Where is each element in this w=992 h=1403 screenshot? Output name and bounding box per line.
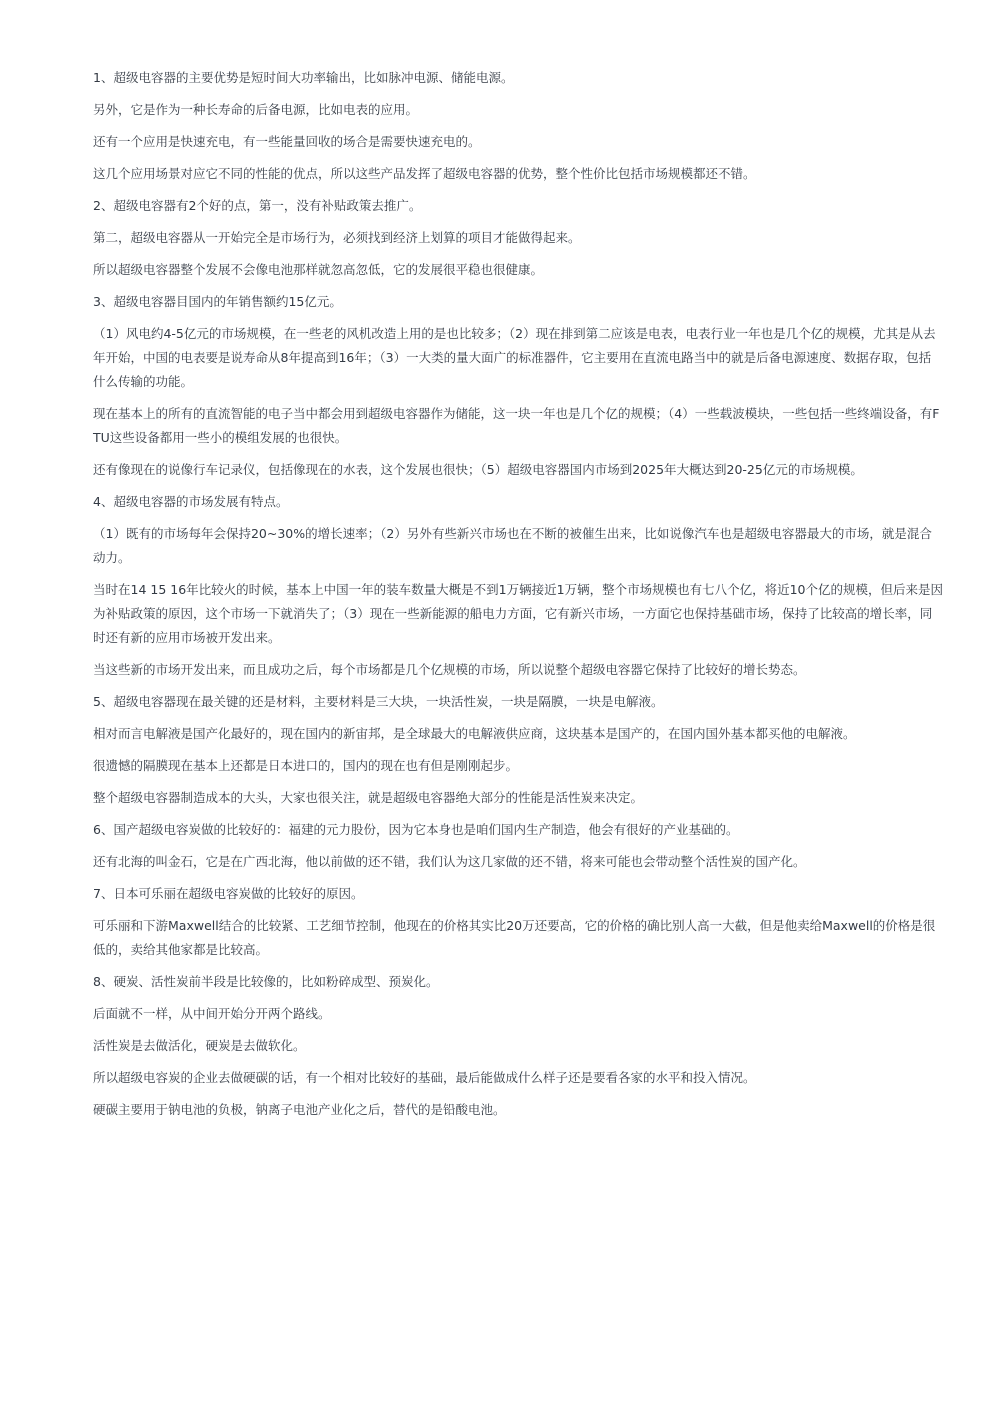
- paragraph-11: 还有像现在的说像行车记录仪，包括像现在的水表，这个发展也很快；（5）超级电容器国内市场到2025年大概达到20-25亿元的市场规模。: [93, 462, 863, 477]
- paragraph-19: 整个超级电容器制造成本的大头，大家也很关注，就是超级电容器绝大部分的性能是活性炭来决定。: [93, 790, 644, 805]
- paragraph-2: 另外，它是作为一种长寿命的后备电源，比如电表的应用。: [93, 102, 419, 117]
- paragraph-12: 4、超级电容器的市场发展有特点。: [93, 494, 289, 509]
- paragraph-28: 硬碳主要用于钠电池的负极，钠离子电池产业化之后，替代的是铅酸电池。: [93, 1102, 506, 1117]
- paragraph-24: 8、硬炭、活性炭前半段是比较像的，比如粉碎成型、预炭化。: [93, 974, 439, 989]
- paragraph-15: 当这些新的市场开发出来，而且成功之后，每个市场都是几个亿规模的市场，所以说整个超级电容器它保持了比较好的增长势态。: [93, 662, 806, 677]
- paragraph-6: 第二，超级电容器从一开始完全是市场行为，必须找到经济上划算的项目才能做得起来。: [93, 230, 581, 245]
- paragraph-3: 还有一个应用是快速充电，有一些能量回收的场合是需要快速充电的。: [93, 134, 481, 149]
- paragraph-18: 很遗憾的隔膜现在基本上还都是日本进口的，国内的现在也有但是刚刚起步。: [93, 758, 519, 773]
- paragraph-13: （1）既有的市场每年会保持20~30%的增长速率；（2）另外有些新兴市场也在不断的被催生出来，比如说像汽车也是超级电容器最大的市场，就是混合动力。: [93, 526, 932, 565]
- paragraph-14: 当时在14 15 16年比较火的时候，基本上中国一年的装车数量大概是不到1万辆接近1万辆，整个市场规模也有七八个亿，将近10个亿的规模，但后来是因为补贴政策的原因，这个市场一下就消失了；（3）现在一些新能源的船电力方面，它有新兴市场，一方面它也保持基础市场，保持了比较高的增长率，同时还有新的应用市场被开发出来。: [93, 582, 943, 645]
- paragraph-21: 还有北海的叫金石，它是在广西北海，他以前做的还不错，我们认为这几家做的还不错，将来可能也会带动整个活性炭的国产化。: [93, 854, 806, 869]
- paragraph-5: 2、超级电容器有2个好的点，第一，没有补贴政策去推广。: [93, 198, 422, 213]
- paragraph-9: （1）风电约4-5亿元的市场规模，在一些老的风机改造上用的是也比较多；（2）现在排到第二应该是电表，电表行业一年也是几个亿的规模，尤其是从去年开始，中国的电表要是说寿命从8年提高到16年；（3）一大类的量大面广的标准器件，它主要用在直流电路当中的就是后备电源速度、数据存取，包括什么传输的功能。: [93, 326, 936, 389]
- paragraph-4: 这几个应用场景对应它不同的性能的优点，所以这些产品发挥了超级电容器的优势，整个性价比包括市场规模都还不错。: [93, 166, 756, 181]
- paragraph-23: 可乐丽和下游Maxwell结合的比较紧、工艺细节控制，他现在的价格其实比20万还要高，它的价格的确比别人高一大截，但是他卖给Maxwell的价格是很低的，卖给其他家都是比较高。: [93, 918, 936, 957]
- paragraph-20: 6、国产超级电容炭做的比较好的：福建的元力股份，因为它本身也是咱们国内生产制造，他会有很好的产业基础的。: [93, 822, 739, 837]
- paragraph-17: 相对而言电解液是国产化最好的，现在国内的新宙邦，是全球最大的电解液供应商，这块基本是国产的，在国内国外基本都买他的电解液。: [93, 726, 856, 741]
- paragraph-7: 所以超级电容器整个发展不会像电池那样就忽高忽低，它的发展很平稳也很健康。: [93, 262, 544, 277]
- paragraph-16: 5、超级电容器现在最关键的还是材料，主要材料是三大块，一块活性炭，一块是隔膜，一块是电解液。: [93, 694, 664, 709]
- paragraph-26: 活性炭是去做活化，硬炭是去做软化。: [93, 1038, 306, 1053]
- paragraph-22: 7、日本可乐丽在超级电容炭做的比较好的原因。: [93, 886, 364, 901]
- paragraph-27: 所以超级电容炭的企业去做硬碳的话，有一个相对比较好的基础，最后能做成什么样子还是要看各家的水平和投入情况。: [93, 1070, 756, 1085]
- paragraph-8: 3、超级电容器目国内的年销售额约15亿元。: [93, 294, 342, 309]
- paragraph-1: 1、超级电容器的主要优势是短时间大功率输出，比如脉冲电源、储能电源。: [93, 70, 514, 85]
- paragraph-10: 现在基本上的所有的直流智能的电子当中都会用到超级电容器作为储能，这一块一年也是几个亿的规模；（4）一些载波模块，一些包括一些终端设备，有FTU这些设备都用一些小的模组发展的也很快。: [93, 406, 940, 445]
- document-body: [93, 66, 943, 1130]
- paragraph-25: 后面就不一样，从中间开始分开两个路线。: [93, 1006, 331, 1021]
